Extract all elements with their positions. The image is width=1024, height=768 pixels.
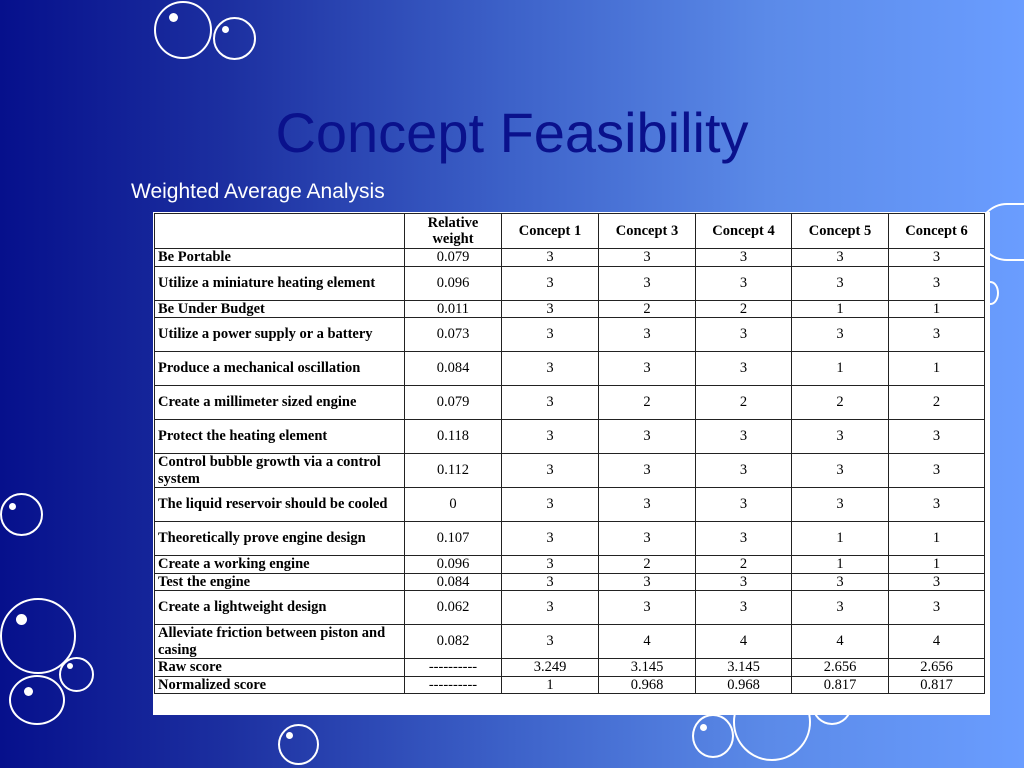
score-cell: 3 xyxy=(696,352,792,386)
table-row xyxy=(155,300,985,318)
score-cell: 3 xyxy=(696,249,792,267)
score-cell: 3 xyxy=(599,352,696,386)
table-row xyxy=(155,488,985,522)
score-cell: 3 xyxy=(696,454,792,488)
score-cell: 3 xyxy=(889,488,985,522)
score-cell: 3 xyxy=(502,591,599,625)
table-row xyxy=(155,420,985,454)
score-cell: 3 xyxy=(889,420,985,454)
header-cell-blank xyxy=(155,214,405,249)
bubble-dot-decoration xyxy=(286,732,293,739)
score-cell: 2 xyxy=(696,386,792,420)
header-cell-relative-weight: Relative weight xyxy=(405,214,502,249)
weight-cell: 0.011 xyxy=(405,300,502,318)
score-cell: 3 xyxy=(502,488,599,522)
score-cell: 2 xyxy=(599,386,696,420)
score-cell: 3 xyxy=(792,420,889,454)
score-cell: 3 xyxy=(792,488,889,522)
header-cell-concept-4: Concept 4 xyxy=(696,214,792,249)
bubble-dot-decoration xyxy=(24,687,33,696)
weight-cell: 0 xyxy=(405,488,502,522)
score-cell: 3 xyxy=(696,573,792,591)
score-cell: 3 xyxy=(792,454,889,488)
criterion-cell: Utilize a miniature heating element xyxy=(155,266,405,300)
weight-cell: 0.107 xyxy=(405,522,502,556)
score-cell: 1 xyxy=(889,556,985,574)
score-cell: 4 xyxy=(696,625,792,659)
table-row xyxy=(155,352,985,386)
score-cell: 3 xyxy=(696,420,792,454)
score-cell: 2 xyxy=(599,556,696,574)
score-cell: 4 xyxy=(889,625,985,659)
weighted-average-table xyxy=(154,213,985,694)
score-cell: 3 xyxy=(792,249,889,267)
bubble-decoration xyxy=(692,714,734,758)
score-cell: 2.656 xyxy=(792,659,889,677)
score-cell: 3 xyxy=(502,318,599,352)
score-cell: 3.145 xyxy=(599,659,696,677)
score-cell: 3 xyxy=(502,556,599,574)
header-cell-concept-5: Concept 5 xyxy=(792,214,889,249)
criterion-cell: Create a working engine xyxy=(155,556,405,574)
score-cell: 1 xyxy=(792,300,889,318)
criterion-cell: Test the engine xyxy=(155,573,405,591)
score-cell: 3 xyxy=(792,591,889,625)
score-cell: 3 xyxy=(599,249,696,267)
criterion-cell: Normalized score xyxy=(155,676,405,694)
criterion-cell: Raw score xyxy=(155,659,405,677)
score-cell: 3 xyxy=(599,266,696,300)
header-cell-concept-6: Concept 6 xyxy=(889,214,985,249)
score-cell: 0.817 xyxy=(889,676,985,694)
table-row xyxy=(155,573,985,591)
score-cell: 2 xyxy=(792,386,889,420)
criterion-cell: Produce a mechanical oscillation xyxy=(155,352,405,386)
weight-cell: 0.084 xyxy=(405,573,502,591)
weight-cell: 0.096 xyxy=(405,556,502,574)
score-cell: 3 xyxy=(696,318,792,352)
criterion-cell: Be Under Budget xyxy=(155,300,405,318)
criterion-cell: Create a millimeter sized engine xyxy=(155,386,405,420)
bubble-decoration xyxy=(0,493,43,536)
weight-cell: 0.062 xyxy=(405,591,502,625)
score-cell: 4 xyxy=(792,625,889,659)
score-cell: 3 xyxy=(599,573,696,591)
table-header-row xyxy=(155,214,985,249)
weight-cell: 0.084 xyxy=(405,352,502,386)
score-cell: 3 xyxy=(889,454,985,488)
score-cell: 2 xyxy=(889,386,985,420)
score-cell: 3 xyxy=(599,522,696,556)
score-cell: 3 xyxy=(696,488,792,522)
score-cell: 3 xyxy=(696,591,792,625)
weight-cell: 0.112 xyxy=(405,454,502,488)
score-cell: 3 xyxy=(792,266,889,300)
bubble-dot-decoration xyxy=(700,724,707,731)
bubble-dot-decoration xyxy=(16,614,27,625)
criterion-cell: Create a lightweight design xyxy=(155,591,405,625)
bubble-dot-decoration xyxy=(222,26,229,33)
slide-title: Concept Feasibility xyxy=(275,101,749,164)
weight-cell: ---------- xyxy=(405,676,502,694)
criterion-cell: Alleviate friction between piston and casing xyxy=(155,625,405,659)
score-cell: 0.968 xyxy=(696,676,792,694)
score-cell: 3 xyxy=(889,266,985,300)
bubble-decoration xyxy=(59,657,94,692)
criterion-cell: Control bubble growth via a control system xyxy=(155,454,405,488)
score-cell: 1 xyxy=(889,300,985,318)
score-cell: 0.968 xyxy=(599,676,696,694)
score-cell: 3 xyxy=(599,488,696,522)
score-cell: 3 xyxy=(502,522,599,556)
score-cell: 3 xyxy=(792,318,889,352)
criterion-cell: Be Portable xyxy=(155,249,405,267)
weight-cell: 0.096 xyxy=(405,266,502,300)
score-cell: 3 xyxy=(502,352,599,386)
score-cell: 3 xyxy=(502,386,599,420)
criterion-cell: Protect the heating element xyxy=(155,420,405,454)
score-cell: 2.656 xyxy=(889,659,985,677)
score-cell: 3.249 xyxy=(502,659,599,677)
score-cell: 3 xyxy=(696,266,792,300)
table-row xyxy=(155,386,985,420)
bubble-decoration xyxy=(154,1,212,59)
criterion-cell: Theoretically prove engine design xyxy=(155,522,405,556)
score-cell: 1 xyxy=(502,676,599,694)
score-cell: 3.145 xyxy=(696,659,792,677)
table-row xyxy=(155,454,985,488)
table-row xyxy=(155,591,985,625)
score-cell: 3 xyxy=(792,573,889,591)
score-cell: 3 xyxy=(889,249,985,267)
score-cell: 3 xyxy=(889,591,985,625)
slide-subtitle: Weighted Average Analysis xyxy=(131,180,385,203)
score-cell: 1 xyxy=(792,522,889,556)
table-row xyxy=(155,625,985,659)
score-cell: 3 xyxy=(696,522,792,556)
score-cell: 3 xyxy=(502,266,599,300)
bubble-dot-decoration xyxy=(169,13,178,22)
table-row xyxy=(155,676,985,694)
table-panel xyxy=(153,212,990,715)
bubble-decoration xyxy=(213,17,256,60)
score-cell: 1 xyxy=(792,352,889,386)
score-cell: 2 xyxy=(696,300,792,318)
score-cell: 1 xyxy=(889,522,985,556)
weight-cell: 0.079 xyxy=(405,249,502,267)
weight-cell: ---------- xyxy=(405,659,502,677)
table-row xyxy=(155,318,985,352)
score-cell: 4 xyxy=(599,625,696,659)
bubble-decoration xyxy=(278,724,319,765)
criterion-cell: The liquid reservoir should be cooled xyxy=(155,488,405,522)
score-cell: 3 xyxy=(599,318,696,352)
table-row xyxy=(155,659,985,677)
weight-cell: 0.079 xyxy=(405,386,502,420)
score-cell: 3 xyxy=(502,420,599,454)
table-row xyxy=(155,522,985,556)
score-cell: 3 xyxy=(502,573,599,591)
score-cell: 3 xyxy=(599,454,696,488)
criterion-cell: Utilize a power supply or a battery xyxy=(155,318,405,352)
table-row xyxy=(155,556,985,574)
table-row xyxy=(155,266,985,300)
score-cell: 3 xyxy=(502,249,599,267)
weight-cell: 0.073 xyxy=(405,318,502,352)
header-cell-concept-1: Concept 1 xyxy=(502,214,599,249)
bubble-dot-decoration xyxy=(67,663,73,669)
score-cell: 3 xyxy=(889,573,985,591)
score-cell: 2 xyxy=(599,300,696,318)
score-cell: 2 xyxy=(696,556,792,574)
header-cell-concept-3: Concept 3 xyxy=(599,214,696,249)
score-cell: 3 xyxy=(889,318,985,352)
score-cell: 3 xyxy=(502,625,599,659)
table-row xyxy=(155,249,985,267)
score-cell: 3 xyxy=(599,420,696,454)
weight-cell: 0.082 xyxy=(405,625,502,659)
score-cell: 3 xyxy=(599,591,696,625)
score-cell: 0.817 xyxy=(792,676,889,694)
weight-cell: 0.118 xyxy=(405,420,502,454)
score-cell: 3 xyxy=(502,454,599,488)
score-cell: 1 xyxy=(792,556,889,574)
score-cell: 3 xyxy=(502,300,599,318)
score-cell: 1 xyxy=(889,352,985,386)
bubble-decoration xyxy=(9,675,65,725)
bubble-dot-decoration xyxy=(9,503,16,510)
